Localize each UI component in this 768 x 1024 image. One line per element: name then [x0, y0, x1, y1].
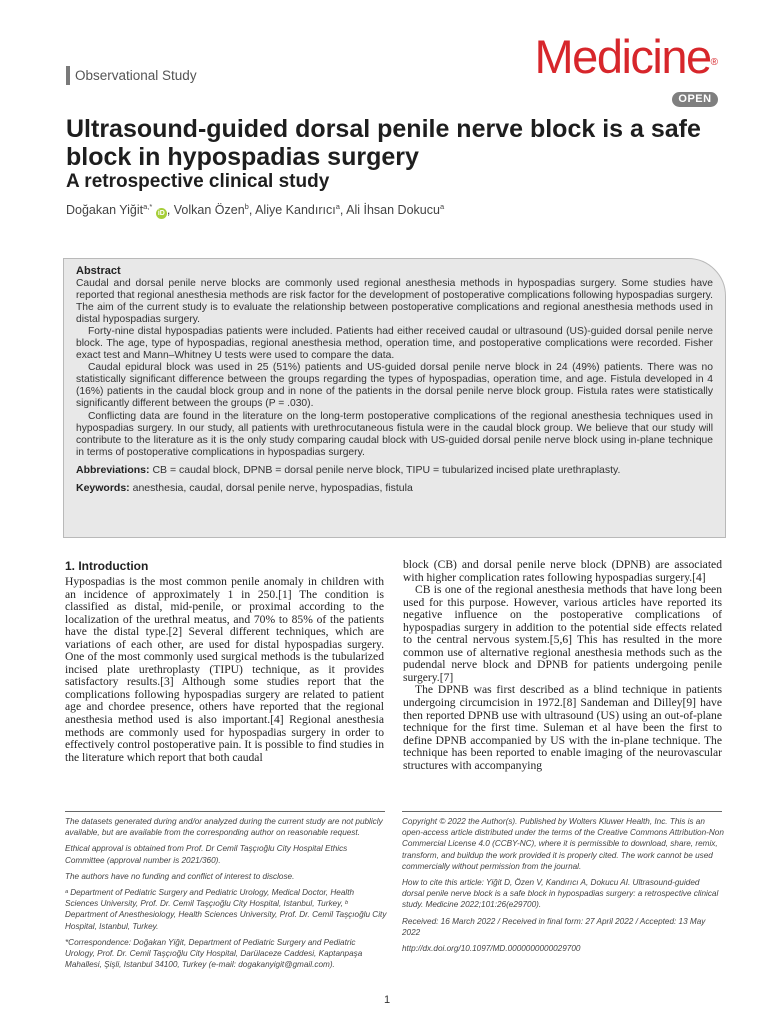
- orcid-icon[interactable]: iD: [157, 210, 165, 218]
- body-paragraph: CB is one of the regional anesthesia methods that have long been used for this purpose. However, various articles have reported its negative influence on the postoperative complications of hypospadias surgery in addition to the potential side effects related to the central nervous system.[5,6] This has resulted in the more common use of alternative regional anesthesia methods such as the pudendal nerve block and DPNB for patients undergoing penile surgery.[7]: [403, 583, 722, 684]
- abstract-paragraph: Forty-nine distal hypospadias patients were included. Patients had either received caudal or ultrasound (US)-guided dorsal penile nerve block. The age, type of hypospadias, regional anesthesia method, operation time, and postoperative complications were recorded. Fisher exact test and Mann–Whitney U tests were used to compare the data.: [76, 326, 713, 362]
- footnote: Ethical approval is obtained from Prof. Dr Cemil Taşçıoğlu City Hospital Ethics Committee (approval number is 2021/360).: [65, 844, 348, 865]
- body-paragraph: block (CB) and dorsal penile nerve block (DPNB) are associated with higher complication rates following hypospadias surgery.[4]: [403, 558, 722, 584]
- author-affiliation: a: [335, 202, 340, 211]
- registered-mark: ®: [710, 57, 718, 68]
- abstract-paragraph: Caudal and dorsal penile nerve blocks are commonly used regional anesthesia methods in hypospadias surgery. Some studies have reported that regional anesthesia methods are risk factor for the development of postoperative complications following hypospadias surgery. The aim of the current study is to evaluate the relationship between postoperative complications and regional anesthesia methods used in distal hypospadias surgery.: [76, 278, 713, 326]
- abstract-paragraph: Caudal epidural block was used in 25 (51%) patients and US-guided dorsal penile nerve block in 24 (49%) patients. There was no statistically significant difference between the groups regarding the types of hypospadias, operation time, and age. Fistula developed in 4 (16%) patients in the caudal block group and in none of the patients in the dorsal penile nerve block group. Fistula rates were statistically significantly different between the groups (P = .030).: [76, 362, 713, 410]
- author-affiliation: a,*: [143, 202, 153, 211]
- citation-info: How to cite this article: Yiğit D, Özen V, Kandırıcı A, Dokucu AI. Ultrasound-guided dorsal penile nerve block is a safe block in hypospadias surgery: a retrospective clinical study. Medicine 2022;101:26(e29700).: [402, 878, 719, 910]
- keywords-text: anesthesia, caudal, dorsal penile nerve, hypospadias, fistula: [132, 481, 413, 494]
- author-name[interactable]: Ali İhsan Dokucu: [346, 203, 440, 218]
- abstract-box: [63, 258, 726, 538]
- author-affiliation: b: [244, 202, 249, 211]
- doi-link[interactable]: http://dx.doi.org/10.1097/MD.0000000000029700: [402, 944, 581, 954]
- section-heading: 1. Introduction: [65, 559, 149, 573]
- abstract-paragraph: Conflicting data are found in the literature on the long-term postoperative complications of the regional anesthesia techniques used in hypospadias surgery. In our study, all patients with urethrocutaneous fistula were in the caudal block group. We believe that our study will contribute to the literature as it is the only study comparing caudal block with US-guided dorsal penile nerve block using in-plane technique in terms of postoperative complications in hypospadias surgery.: [76, 410, 713, 458]
- author-name[interactable]: Doğakan Yiğit: [66, 203, 144, 218]
- footnote: The authors have no funding and conflict of interest to disclose.: [65, 871, 295, 881]
- body-column-right: [403, 559, 722, 772]
- footnotes-right: [402, 816, 724, 959]
- article-type-label: Observational Study: [66, 66, 197, 85]
- keywords: [76, 482, 713, 495]
- footnote: The datasets generated during and/or analyzed during the current study are not publicly available, but are available from the corresponding author on reasonable request.: [65, 817, 383, 838]
- abstract-heading: Abstract: [76, 265, 121, 277]
- author-affiliation: a: [439, 202, 445, 211]
- abbreviations-text: CB = caudal block, DPNB = dorsal penile nerve block, TIPU = tubularized incised plate urethraplasty.: [152, 463, 621, 476]
- footnote-divider: [402, 811, 722, 812]
- author-name[interactable]: Volkan Özen: [173, 203, 245, 218]
- journal-name: Medicine: [534, 30, 711, 83]
- page-number: 1: [384, 994, 391, 1006]
- journal-logo: [535, 32, 718, 82]
- footnotes-left: [65, 816, 387, 975]
- body-column-left: [65, 559, 384, 764]
- abbreviations-label: Abbreviations:: [76, 463, 150, 476]
- dates-info: Received: 16 March 2022 / Received in final form: 27 April 2022 / Accepted: 13 May 2022: [402, 916, 706, 937]
- footnote-divider: [65, 811, 385, 812]
- copyright-notice: Copyright © 2022 the Author(s). Published by Wolters Kluwer Health, Inc. This is an open-access article distributed under the terms of the Creative Commons Attribution-Non Commercial License 4.0 (CCBY-NC), where it is permissible to download, share, remix, transform, and buildup the work provided it is properly cited. The work cannot be used commercially without permission from the journal.: [402, 817, 724, 871]
- author-list: Doğakan Yiğit$^{a,*}$ iD , Volkan Özen$^b$, Aliye Kandırıcı$^a$, Ali İhsan Dokucu$^a$: [66, 202, 445, 218]
- abbreviations: [76, 464, 713, 477]
- affiliations: ᵃ Department of Pediatric Surgery and Pediatric Urology, Medical Doctor, Health Sciences University, Prof. Dr. Cemil Taşçıoğlu City Hospital, Istanbul, Turkey, ᵇ Department of Anesthesiology, Health Sciences University, Prof. Dr. Cemil Taşçıoğlu City Hospital, Istanbul, Turkey.: [65, 888, 387, 931]
- keywords-label: Keywords:: [76, 481, 130, 494]
- author-name[interactable]: Aliye Kandırıcı: [255, 203, 336, 218]
- correspondence: *Correspondence: Doğakan Yiğit, Department of Pediatric Surgery and Pediatric Urology, Prof. Dr. Cemil Taşçıoğlu City Hospital, Darülaceze Caddesi, Kaptanpaşa Mahallesi, Şişli, Istanbul 34100, Turkey (e-mail: dogakanyigit@gmail.com).: [65, 937, 363, 970]
- body-paragraph: Hypospadias is the most common penile anomaly in children with an incidence of approximately 1 in 250.[1] The condition is classified as distal, mid-penile, or proximal according to the localization of the urethral meatus, and 70% to 85% of the patients have the distal type.[2] Several different techniques, which are variations of each other, are used for distal hypospadias surgery. One of the most commonly used surgical methods is the tubularized incised plate urethroplasty (TIPU) technique, as it provides satisfactory results.[3] Although some studies report that the complications following hypospadias surgery are related to patient age and chordee presence, others have reported that the regional anesthesia method used is also important.[4] Regional anesthesia methods are commonly used for hypospadias surgery in order to effectively control postoperative pain. It is possible to find studies in the literature which report that both caudal: [65, 575, 384, 764]
- article-title: Ultrasound-guided dorsal penile nerve block is a safe block in hypospadias surgery: [66, 115, 701, 171]
- open-access-badge: OPEN: [672, 92, 718, 107]
- article-subtitle: A retrospective clinical study: [66, 171, 330, 192]
- body-paragraph: The DPNB was first described as a blind technique in patients undergoing circumcision in 1972.[8] Sandeman and Dilley[9] have then reported DPNB use with ultrasound (US) using an out-of-plane technique for the first time. Suleman et al have been the first to define DPNB accompanied by US with the in-plane technique. The technique has been reported to enable imaging of the neurovascular structures with accompanying: [403, 683, 722, 772]
